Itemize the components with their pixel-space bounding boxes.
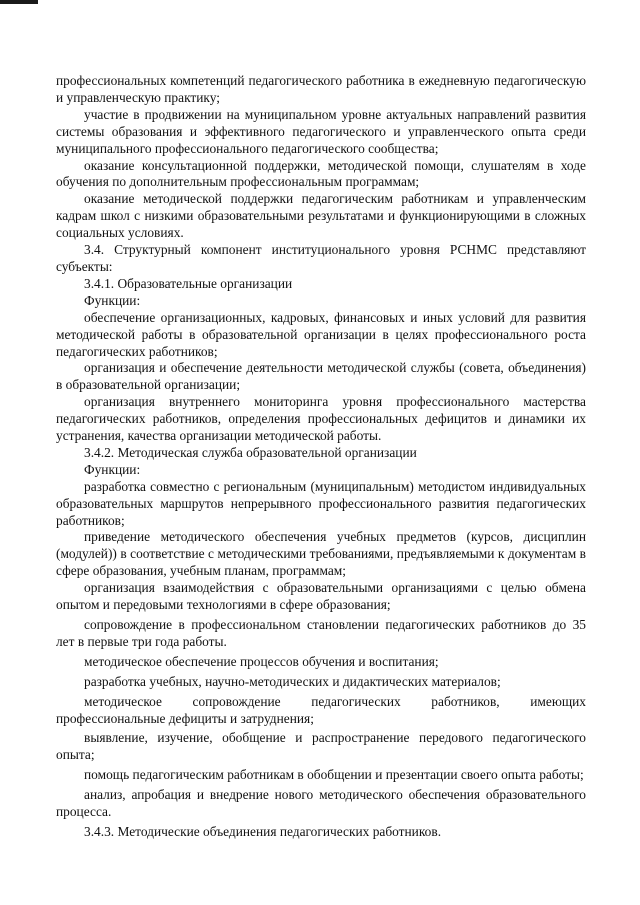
functions-label: Функции: (84, 461, 141, 477)
paragraph: методическое сопровождение педагогических работников, имеющих профессиональные дефициты и затруднения; (56, 693, 586, 726)
section-heading: 3.4. Структурный компонент институционального уровня РСНМС представляют субъекты: (56, 242, 586, 274)
paragraph: выявление, изучение, обобщение и распространение передового педагогического опыта; (56, 730, 586, 763)
subsection-heading: 3.4.1. Образовательные организации (84, 275, 293, 291)
paragraph: анализ, апробация и внедрение нового методического обеспечения образовательного процесса. (56, 787, 586, 820)
paragraph: участие в продвижении на муниципальном уровне актуальных направлений развития системы образования и эффективного педагогического и управленческого опыта среди муниципального профессионального педагогического сообщества; (56, 106, 586, 156)
document-page (56, 73, 586, 841)
paragraph: методическое обеспечение процессов обучения и воспитания; (84, 653, 439, 669)
paragraph: приведение методического обеспечения учебных предметов (курсов, дисциплин (модулей)) в соответствие с методическими требованиями, предъявляемыми к документам в сфере образования, учебным планам, программам; (56, 529, 586, 579)
paragraph: помощь педагогическим работникам в обобщении и презентации своего опыта работы; (84, 767, 584, 783)
scan-edge-mark (0, 0, 38, 4)
functions-label: Функции: (84, 292, 141, 308)
paragraph: профессиональных компетенций педагогического работника в ежедневную педагогическую и управленческую практику; (56, 73, 586, 105)
paragraph: оказание консультационной поддержки, методической помощи, слушателям в ходе обучения по дополнительным профессиональным программам; (56, 157, 586, 190)
paragraph: разработка совместно с региональным (муниципальным) методистом индивидуальных образовательных маршрутов непрерывного профессионального развития педагогических работников; (56, 478, 586, 528)
paragraph: разработка учебных, научно-методических и дидактических материалов; (84, 673, 501, 689)
paragraph: оказание методической поддержки педагогическим работникам и управленческим кадрам школ с низкими образовательными результатами и функционирующими в сложных социальных условиях. (56, 191, 586, 241)
paragraph: организация взаимодействия с образовательными организациями с целью обмена опытом и передовыми технологиями в сфере образования; (56, 580, 586, 613)
paragraph: организация и обеспечение деятельности методической службы (совета, объединения) в образовательной организации; (56, 360, 586, 393)
subsection-heading: 3.4.2. Методическая служба образовательной организации (84, 444, 417, 460)
paragraph: организация внутреннего мониторинга уровня профессионального мастерства педагогических работников, определения профессиональных дефицитов и динамики их устранения, качества организации методической работы. (56, 394, 586, 444)
subsection-heading: 3.4.3. Методические объединения педагогических работников. (84, 823, 442, 839)
paragraph: обеспечение организационных, кадровых, финансовых и иных условий для развития методической работы в образовательной организации в целях профессионального роста педагогических работников; (56, 309, 586, 359)
paragraph: сопровождение в профессиональном становлении педагогических работников до 35 лет в первые три года работы. (56, 617, 586, 649)
